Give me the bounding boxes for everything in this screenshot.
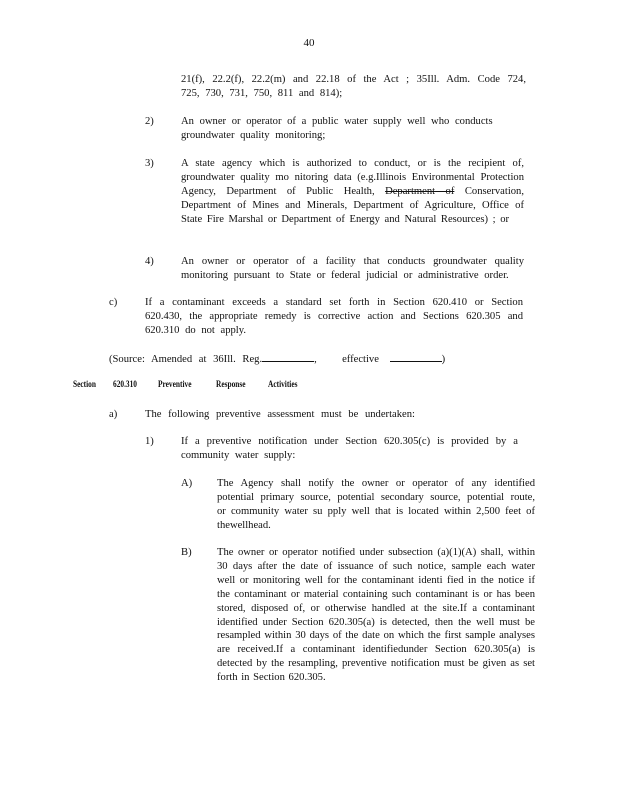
- item-3-label: 3): [145, 158, 154, 169]
- item-a-text: The following preventive assessment must be undertaken:: [145, 409, 415, 420]
- page-number: 40: [303, 37, 315, 49]
- item-a1-label: 1): [145, 436, 154, 447]
- register-blank: [262, 351, 314, 362]
- section-number: 620.310: [113, 379, 137, 389]
- item-4-label: 4): [145, 256, 154, 267]
- item-A-label: A): [181, 478, 193, 489]
- section-title-preventive: Preventive: [158, 379, 192, 389]
- item-a-label: a): [109, 409, 118, 420]
- source-comma: ,: [314, 354, 317, 365]
- source-prefix: (Source: Amended at 36Ill. Reg.: [109, 354, 263, 365]
- item-A-text: The Agency shall notify the owner or operator of any identified potential primary source, potential secondary source, potential route, or community water su pply well that is located within 2,500 feet of thewellhead.: [217, 478, 535, 531]
- source-note: [109, 351, 445, 367]
- item-2-text: An owner or operator of a public water supply well who conducts groundwater quality monitoring;: [181, 116, 493, 141]
- section-title-response: Response: [216, 379, 246, 389]
- item-2-label: 2): [145, 116, 154, 127]
- item-3-struck-text: Department of: [385, 185, 455, 197]
- source-suffix: ): [441, 354, 446, 365]
- item-B-text: The owner or operator notified under subsection (a)(1)(A) shall, within 30 days after the date of issuance of such notice, sample each water well or monitoring well for the contaminant identi fied in the notice if the contaminant or material containing such contaminant is or has been stored, disposed of, or otherwise handled at the site.If a contaminant identified under Section 620.305(a) is detected, then the well must be resampled within 30 days of the date on which the first sample analyses are received.If a contaminant identifiedunder Section 620.305(a) is detected by the resampling, preventive notification must be given as set forth in Section 620.305.: [217, 547, 535, 684]
- effective-date-blank: [390, 351, 442, 362]
- item-c-text: If a contaminant exceeds a standard set forth in Section 620.410 or Section 620.430, the appropriate remedy is corrective action and Sections 620.305 and 620.310 do not apply.: [145, 297, 523, 336]
- item-4-text: An owner or operator of a facility that conducts groundwater quality monitoring pursuant to State or federal judicial or administrative order.: [181, 256, 524, 281]
- source-effective: effective: [342, 354, 379, 365]
- item-1-continuation: 21(f), 22.2(f), 22.2(m) and 22.18 of the Act ; 35Ill. Adm. Code 724, 725, 730, 731, 750, 811 and 814);: [181, 74, 526, 99]
- item-a1-text: If a preventive notification under Section 620.305(c) is provided by a community water supply:: [181, 436, 518, 461]
- item-3-text-b: Conservation, Department of Mines and Minerals, Department of Agriculture, Office of State Fire Marshal or Department of Energy and Natural Resources) ; or: [181, 185, 525, 225]
- item-3-text-a: A state agency which is authorized to conduct, or is the recipient of, groundwater quality mo nitoring data (e.g.Illinois Environmental Protection Agency, Department of Public Health,: [181, 158, 524, 197]
- item-B-label: B): [181, 547, 192, 558]
- item-3-text: [181, 157, 524, 227]
- item-c-label: c): [109, 297, 118, 308]
- section-title-activities: Activities: [268, 379, 298, 389]
- section-word: Section: [73, 379, 96, 389]
